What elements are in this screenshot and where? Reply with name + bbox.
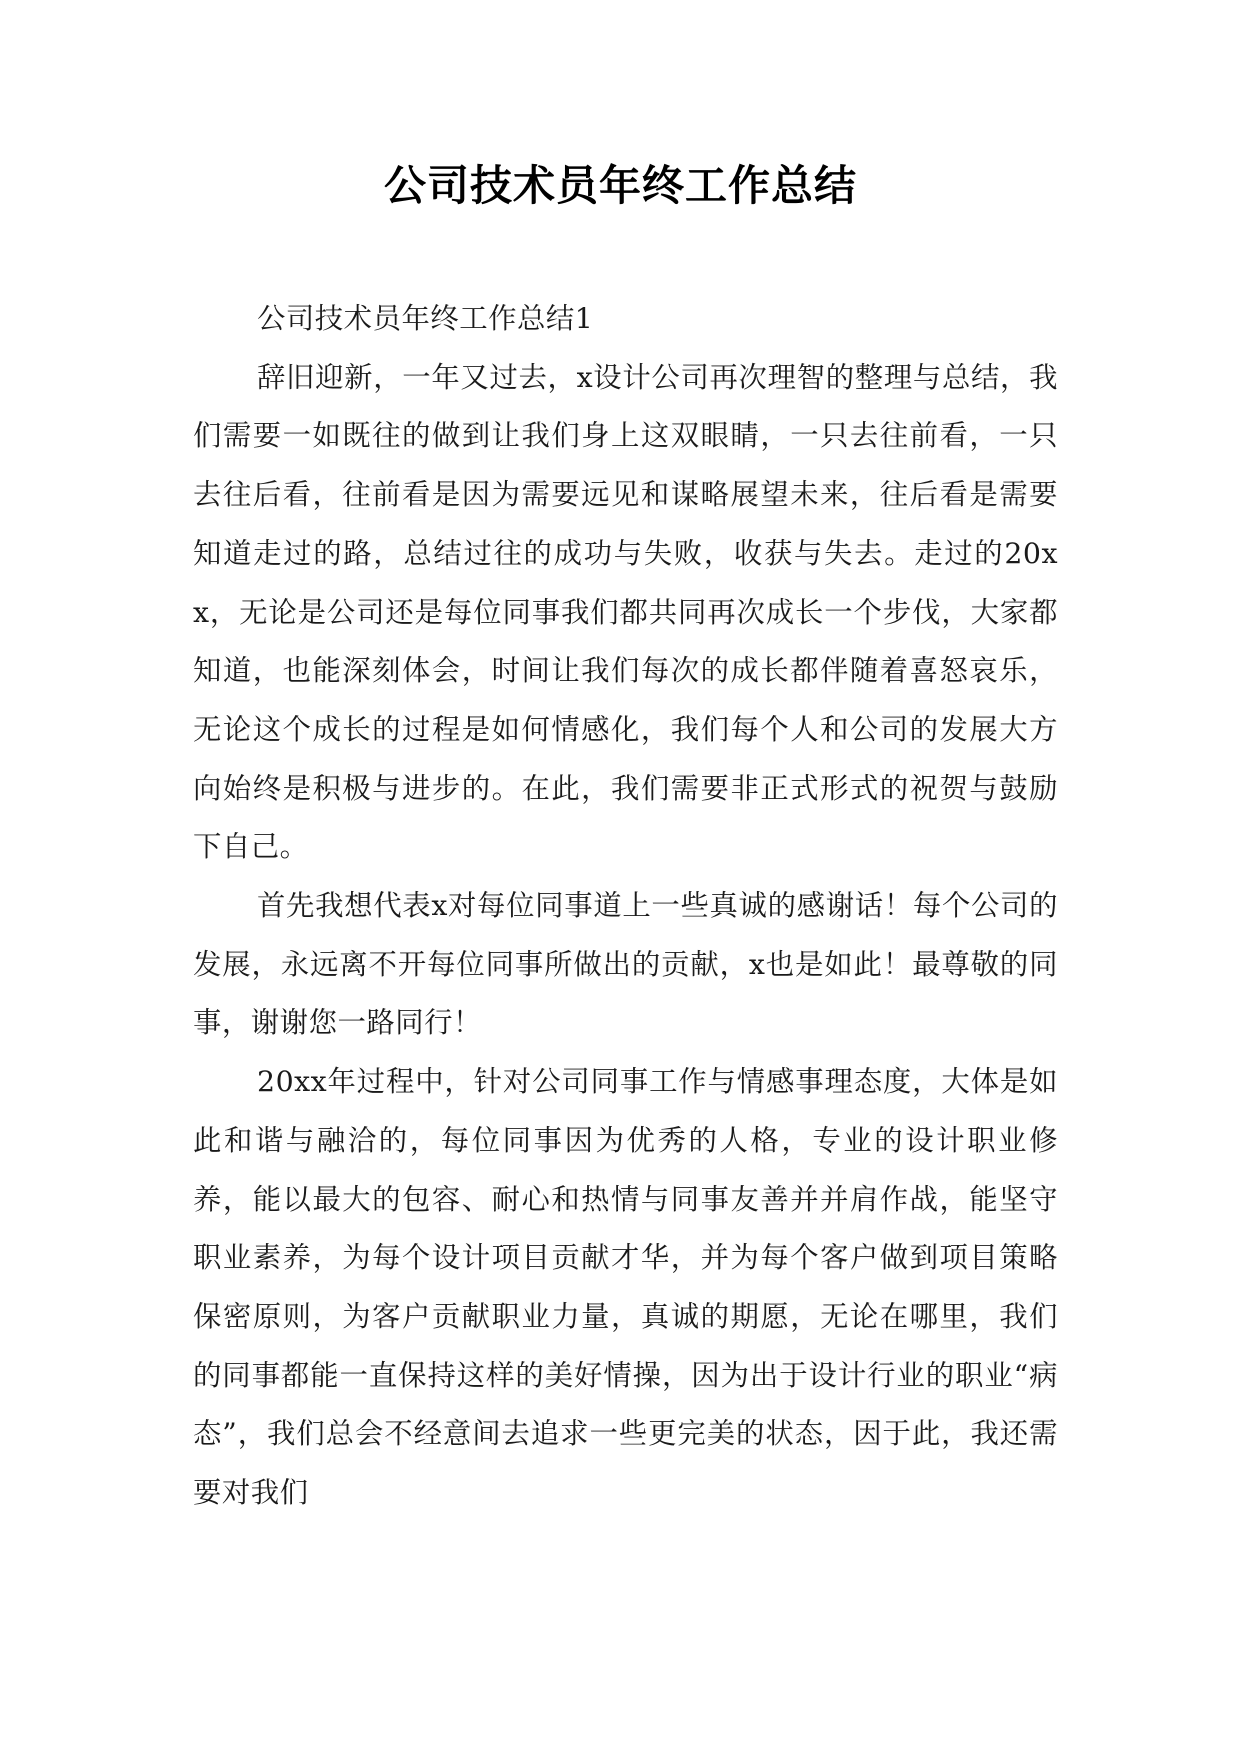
paragraph-thanks: 首先我想代表x对每位同事道上一些真诚的感谢话！每个公司的发展，永远离不开每位同事所做出的贡献，x也是如此！最尊敬的同事，谢谢您一路同行！ — [193, 889, 1058, 1040]
paragraph-intro: 辞旧迎新，一年又过去，x设计公司再次理智的整理与总结，我们需要一如既往的做到让我们身上这双眼睛，一只去往前看，一只去往后看，往前看是因为需要远见和谋略展望未来，往后看是需要知道走过的路，总结过往的成功与失败，收获与失去。走过的20xx，无论是公司还是每位同事我们都共同再次成长一个步伐，大家都知道，也能深刻体会，时间让我们每次的成长都伴随着喜怒哀乐，无论这个成长的过程是如何情感化，我们每个人和公司的发展大方向始终是积极与进步的。在此，我们需要非正式形式的祝贺与鼓励下自己。 — [193, 360, 1058, 864]
document-title: 公司技术员年终工作总结 — [383, 161, 857, 210]
document-body — [193, 290, 1058, 1523]
section-heading: 公司技术员年终工作总结1 — [257, 302, 594, 335]
paragraph-review: 20xx年过程中，针对公司同事工作与情感事理态度，大体是如此和谐与融洽的，每位同事因为优秀的人格，专业的设计职业修养，能以最大的包容、耐心和热情与同事友善并并肩作战，能坚守职业素养，为每个设计项目贡献才华，并为每个客户做到项目策略保密原则，为客户贡献职业力量，真诚的期愿，无论在哪里，我们的同事都能一直保持这样的美好情操，因为出于设计行业的职业“病态”，我们总会不经意间去追求一些更完美的状态，因于此，我还需要对我们 — [193, 1065, 1058, 1510]
